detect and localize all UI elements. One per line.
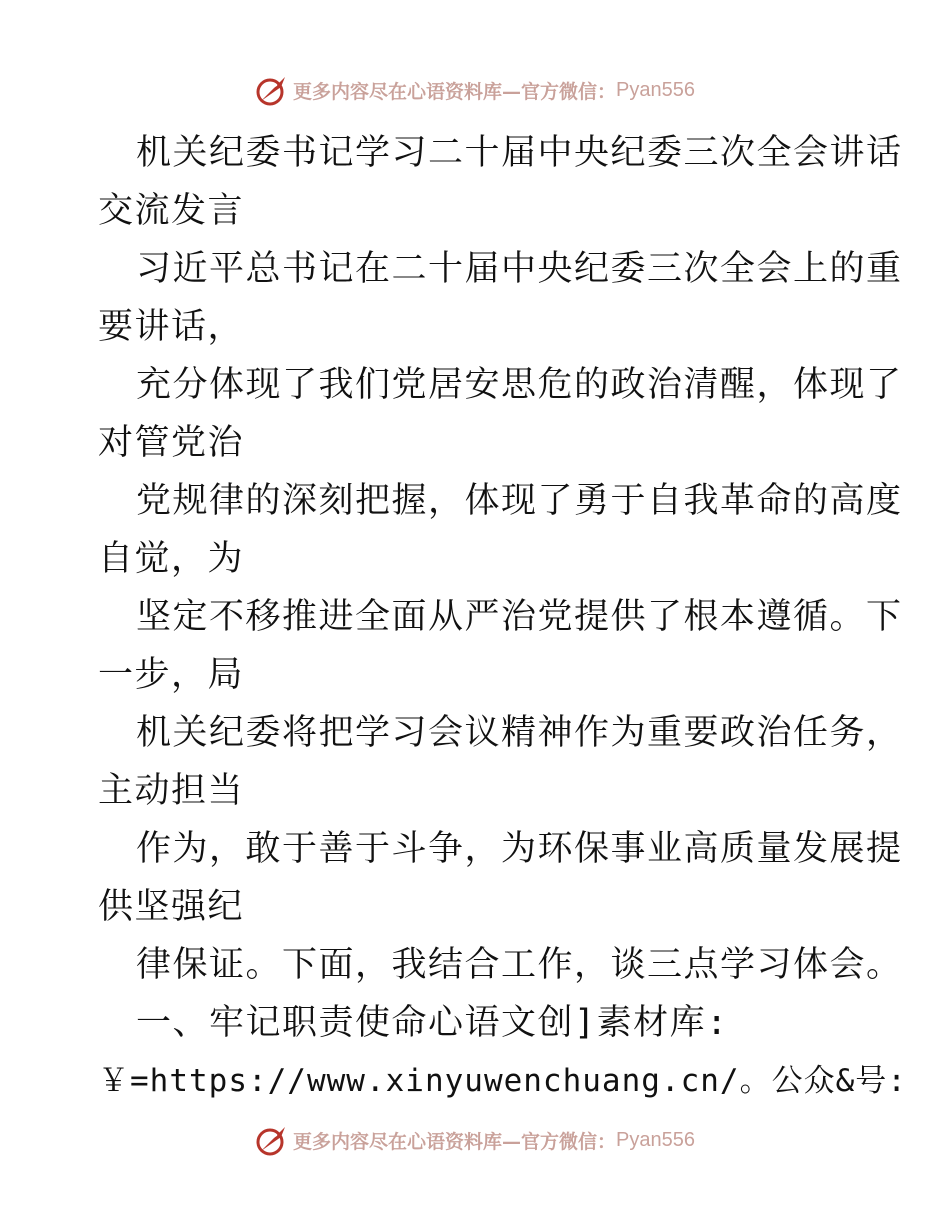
header-watermark: [0, 70, 950, 110]
paragraph-line: 律保证。下面，我结合工作，谈三点学习体会。: [136, 945, 903, 985]
paragraph-line: 对管党治: [98, 423, 245, 463]
footer-watermark: [0, 1120, 950, 1160]
paragraph-line: 习近平总书记在二十届中央纪委三次全会上的重: [136, 249, 903, 289]
quill-pen-logo-icon: [255, 1123, 289, 1157]
paragraph-line: 机关纪委将把学习会议精神作为重要政治任务，: [136, 713, 903, 753]
watermark-wechat-id: Pyan556: [616, 78, 695, 101]
paragraph-line: 坚定不移推进全面从严治党提供了根本遵循。下: [136, 597, 903, 637]
doc-title-line: 机关纪委书记学习二十届中央纪委三次全会讲话: [136, 133, 903, 173]
paragraph-line: 自觉，为: [98, 539, 245, 579]
section-heading-line: 一、牢记职责使命心语文创]素材库:: [136, 1003, 729, 1043]
url-line: ￥=https://www.xinyuwenchuang.cn/。公众&号:: [98, 1063, 907, 1099]
document-body: [98, 124, 907, 1110]
paragraph-line: 充分体现了我们党居安思危的政治清醒，体现了: [136, 365, 903, 405]
paragraph-line: 主动担当: [98, 771, 245, 811]
paragraph-line: 党规律的深刻把握，体现了勇于自我革命的高度: [136, 481, 903, 521]
watermark-text: 更多内容尽在心语资料库—官方微信：: [293, 1130, 617, 1153]
paragraph-line: 要讲话，: [98, 307, 245, 347]
doc-title-line: 交流发言: [98, 191, 245, 231]
watermark-wechat-id: Pyan556: [616, 1128, 695, 1151]
paragraph-line: 作为，敢于善于斗争，为环保事业高质量发展提: [136, 829, 903, 869]
paragraph-line: 一步，局: [98, 655, 245, 695]
paragraph-line: 供坚强纪: [98, 887, 245, 927]
watermark-text: 更多内容尽在心语资料库—官方微信：: [293, 80, 617, 103]
quill-pen-logo-icon: [255, 73, 289, 107]
